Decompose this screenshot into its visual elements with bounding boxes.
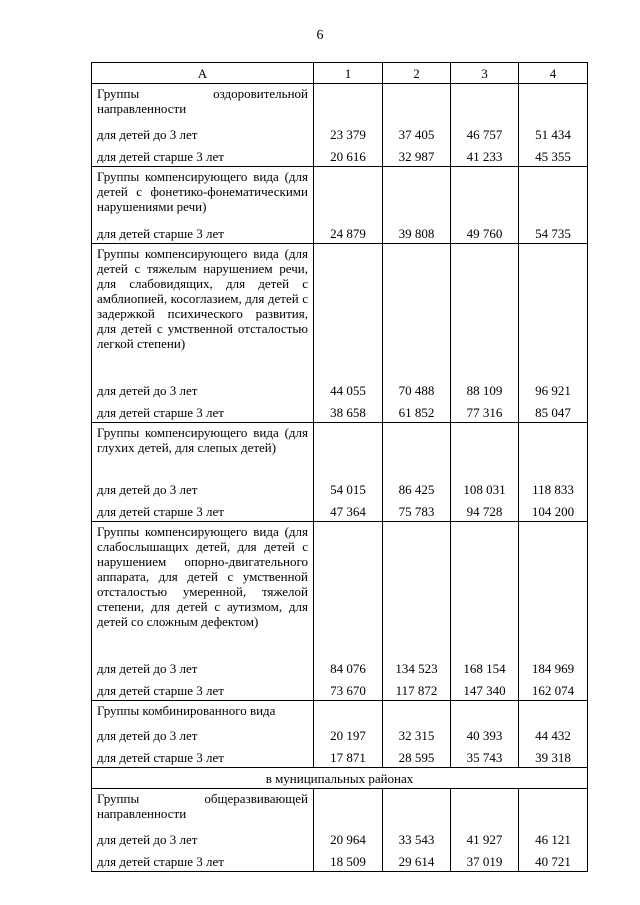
column-header: 2	[383, 63, 451, 84]
value-cell: 61 852	[383, 400, 451, 423]
column-header: А	[92, 63, 314, 84]
group-header-row	[92, 522, 588, 657]
group-title: Группы оздоровительной направленности	[92, 84, 314, 123]
value-cell: 75 783	[383, 499, 451, 522]
column-header: 4	[519, 63, 588, 84]
table-row	[92, 723, 588, 745]
value-cell: 104 200	[519, 499, 588, 522]
value-cell: 96 921	[519, 378, 588, 400]
value-cell: 77 316	[451, 400, 519, 423]
value-cell: 54 735	[519, 221, 588, 244]
empty-cell	[519, 701, 588, 724]
value-cell: 108 031	[451, 477, 519, 499]
value-cell: 28 595	[383, 745, 451, 768]
group-header-row	[92, 84, 588, 123]
value-cell: 20 616	[314, 144, 383, 167]
empty-cell	[314, 423, 383, 478]
empty-cell	[451, 423, 519, 478]
group-title: Группы комбинированного вида	[92, 701, 314, 724]
empty-cell	[314, 84, 383, 123]
value-cell: 24 879	[314, 221, 383, 244]
column-header: 1	[314, 63, 383, 84]
row-label: для детей старше 3 лет	[92, 678, 314, 701]
empty-cell	[519, 789, 588, 828]
value-cell: 40 721	[519, 849, 588, 872]
column-header: 3	[451, 63, 519, 84]
table-header-row	[92, 63, 588, 84]
empty-cell	[519, 84, 588, 123]
value-cell: 29 614	[383, 849, 451, 872]
value-cell: 184 969	[519, 656, 588, 678]
table-row	[92, 477, 588, 499]
value-cell: 46 121	[519, 827, 588, 849]
value-cell: 18 509	[314, 849, 383, 872]
table-row	[92, 499, 588, 522]
row-label: для детей старше 3 лет	[92, 849, 314, 872]
table-row	[92, 221, 588, 244]
row-label: для детей до 3 лет	[92, 656, 314, 678]
table-row	[92, 678, 588, 701]
empty-cell	[451, 167, 519, 222]
value-cell: 46 757	[451, 122, 519, 144]
group-title: Группы общеразвивающей направленности	[92, 789, 314, 828]
group-header-row	[92, 244, 588, 379]
value-cell: 73 670	[314, 678, 383, 701]
value-cell: 85 047	[519, 400, 588, 423]
row-label: для детей старше 3 лет	[92, 499, 314, 522]
empty-cell	[383, 167, 451, 222]
empty-cell	[383, 789, 451, 828]
group-title: Группы компенсирующего вида (для глухих детей, для слепых детей)	[92, 423, 314, 478]
group-title: Группы компенсирующего вида (для детей с тяжелым нарушением речи, для слабовидящих, для детей с амблиопией, косоглазием, для детей с задержкой психического развития, для детей с умственной отсталостью легкой степени)	[92, 244, 314, 379]
section-row	[92, 768, 588, 789]
value-cell: 162 074	[519, 678, 588, 701]
group-header-row	[92, 789, 588, 828]
empty-cell	[451, 522, 519, 657]
table-row	[92, 400, 588, 423]
row-label: для детей до 3 лет	[92, 723, 314, 745]
value-cell: 40 393	[451, 723, 519, 745]
group-header-row	[92, 701, 588, 724]
value-cell: 168 154	[451, 656, 519, 678]
row-label: для детей старше 3 лет	[92, 745, 314, 768]
empty-cell	[383, 423, 451, 478]
empty-cell	[314, 167, 383, 222]
value-cell: 70 488	[383, 378, 451, 400]
value-cell: 41 927	[451, 827, 519, 849]
row-label: для детей до 3 лет	[92, 477, 314, 499]
value-cell: 37 405	[383, 122, 451, 144]
empty-cell	[314, 522, 383, 657]
value-cell: 86 425	[383, 477, 451, 499]
value-cell: 44 055	[314, 378, 383, 400]
table-row	[92, 122, 588, 144]
value-cell: 88 109	[451, 378, 519, 400]
empty-cell	[519, 167, 588, 222]
table-row	[92, 849, 588, 872]
empty-cell	[451, 84, 519, 123]
value-cell: 54 015	[314, 477, 383, 499]
value-cell: 47 364	[314, 499, 383, 522]
table-row	[92, 656, 588, 678]
value-cell: 51 434	[519, 122, 588, 144]
value-cell: 32 987	[383, 144, 451, 167]
value-cell: 84 076	[314, 656, 383, 678]
row-label: для детей старше 3 лет	[92, 400, 314, 423]
value-cell: 33 543	[383, 827, 451, 849]
table-row	[92, 378, 588, 400]
empty-cell	[451, 701, 519, 724]
group-header-row	[92, 167, 588, 222]
empty-cell	[451, 244, 519, 379]
empty-cell	[383, 84, 451, 123]
value-cell: 39 318	[519, 745, 588, 768]
row-label: для детей старше 3 лет	[92, 221, 314, 244]
row-label: для детей до 3 лет	[92, 827, 314, 849]
value-cell: 147 340	[451, 678, 519, 701]
group-title: Группы компенсирующего вида (для слабослышащих детей, для детей с нарушением опорно-двигательного аппарата, для детей с умственной отсталостью умеренной, тяжелой степени, для детей с аутизмом, для детей со сложным дефектом)	[92, 522, 314, 657]
empty-cell	[519, 423, 588, 478]
value-cell: 41 233	[451, 144, 519, 167]
value-cell: 45 355	[519, 144, 588, 167]
table-row	[92, 827, 588, 849]
empty-cell	[519, 522, 588, 657]
table-body	[92, 84, 588, 872]
section-title: в муниципальных районах	[92, 768, 588, 789]
row-label: для детей до 3 лет	[92, 378, 314, 400]
value-cell: 134 523	[383, 656, 451, 678]
empty-cell	[451, 789, 519, 828]
value-cell: 118 833	[519, 477, 588, 499]
value-cell: 32 315	[383, 723, 451, 745]
group-title: Группы компенсирующего вида (для детей с фонетико-фонематическими нарушениями речи)	[92, 167, 314, 222]
value-cell: 39 808	[383, 221, 451, 244]
empty-cell	[383, 244, 451, 379]
value-cell: 35 743	[451, 745, 519, 768]
value-cell: 20 964	[314, 827, 383, 849]
page-number: 6	[316, 28, 324, 43]
value-cell: 17 871	[314, 745, 383, 768]
value-cell: 94 728	[451, 499, 519, 522]
empty-cell	[314, 701, 383, 724]
table-row	[92, 745, 588, 768]
value-cell: 37 019	[451, 849, 519, 872]
norms-table	[91, 62, 588, 872]
value-cell: 38 658	[314, 400, 383, 423]
value-cell: 23 379	[314, 122, 383, 144]
value-cell: 44 432	[519, 723, 588, 745]
empty-cell	[383, 522, 451, 657]
empty-cell	[519, 244, 588, 379]
row-label: для детей старше 3 лет	[92, 144, 314, 167]
table-row	[92, 144, 588, 167]
row-label: для детей до 3 лет	[92, 122, 314, 144]
empty-cell	[314, 789, 383, 828]
group-header-row	[92, 423, 588, 478]
value-cell: 20 197	[314, 723, 383, 745]
value-cell: 117 872	[383, 678, 451, 701]
empty-cell	[383, 701, 451, 724]
empty-cell	[314, 244, 383, 379]
value-cell: 49 760	[451, 221, 519, 244]
